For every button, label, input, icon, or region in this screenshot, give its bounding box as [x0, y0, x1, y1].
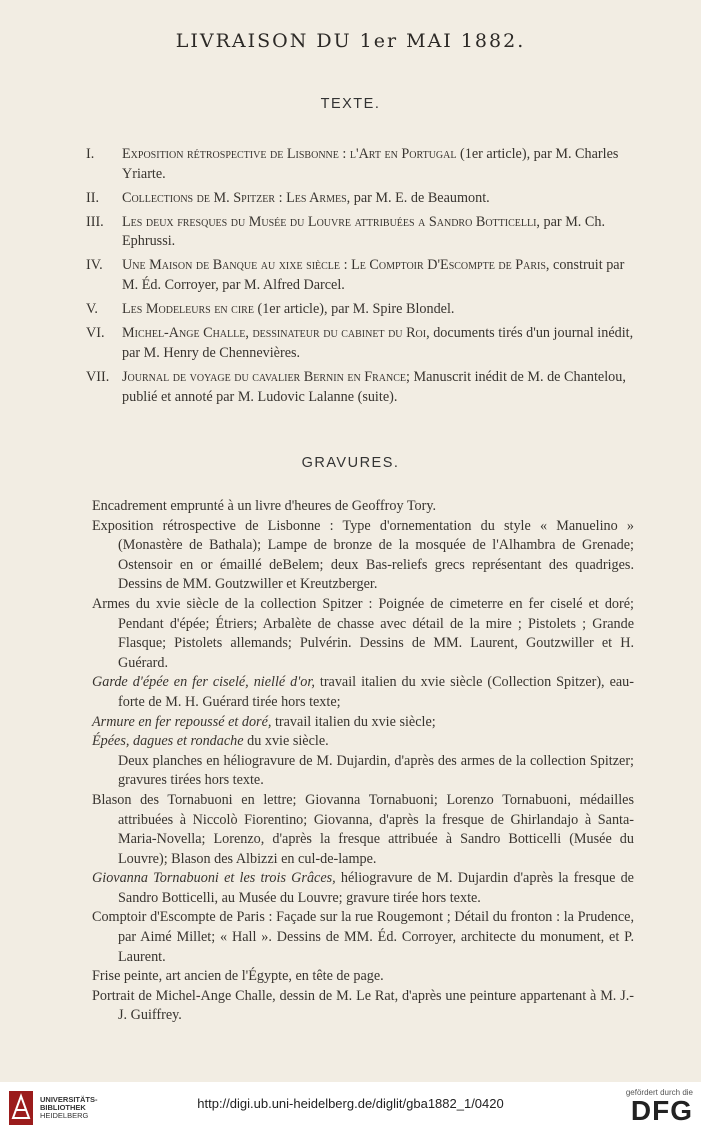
gravure-entry: [92, 517, 634, 595]
gravure-text: travail italien du xvie siècle;: [271, 713, 436, 730]
texte-heading: TEXTE.: [320, 96, 381, 112]
gravure-entry: [92, 595, 634, 673]
toc-item: [86, 324, 634, 363]
toc-item: [86, 300, 634, 320]
gravure-text: Encadrement emprunté à un livre d'heures de Geoffroy Tory.: [92, 498, 437, 514]
dfg-logo[interactable]: [626, 1088, 693, 1125]
toc-item: [86, 145, 634, 184]
gravure-text: Exposition rétrospective de Lisbonne : Type d'ornementation du style « Manuelino » (Monastère de Bathala); Lampe de bronze de la mosquée de l'Alhambra de Grenade; Ostensoir en or émaillé deBelem; deux Bas-reliefs grecs représentant des quadriges. Dessins de MM. Goutzwiller et Kreutzberger.: [92, 517, 634, 593]
gravure-text: Frise peinte, art ancien de l'Égypte, en tête de page.: [92, 968, 384, 985]
gravure-italic-title: Épées, dagues et rondache: [92, 733, 244, 750]
gravures-heading: GRAVURES.: [301, 455, 400, 471]
gravures-list: [92, 497, 634, 1026]
source-url-link[interactable]: http://digi.ub.uni-heidelberg.de/diglit/gba1882_1/0420: [197, 1096, 504, 1111]
toc-article-title: Journal de voyage du cavalier Bernin en France;: [122, 368, 410, 385]
gravure-text: Blason des Tornabuoni en lettre; Giovanna Tornabuoni; Lorenzo Tornabuoni, médailles attribuées à Niccolò Fiorentino; Giovanna, d'après la fresque de Ghirlandajo à Santa-Maria-Novella; Lorenzo, d'après la fresque attribuée à Sandro Botticelli (Musée du Louvre); Blason des Albizzi en cul-de-lampe.: [92, 791, 634, 867]
toc-article-author: par M. Ch. Ephrussi.: [122, 213, 606, 250]
toc-article-author: (1er article), par M. Charles Yriarte.: [122, 146, 619, 182]
toc-article-title: Une Maison de Banque au xixe siècle : Le Comptoir D'Escompte de Paris,: [122, 257, 550, 274]
gravure-entry: [92, 713, 634, 733]
page-title: LIVRAISON DU 1er MAI 1882.: [175, 30, 526, 52]
gravure-italic-title: Garde d'épée en fer ciselé, niellé d'or,: [92, 674, 315, 691]
uni-line-2: BIBLIOTHEK: [40, 1103, 86, 1112]
gravure-text: Comptoir d'Escompte de Paris : Façade sur la rue Rougemont ; Détail du fronton : la Prudence, par Aimé Millet; « Hall ». Dessins de MM. Éd. Corroyer, architecte du monument, et P. Laurent.: [92, 909, 634, 965]
dfg-funded-text: gefördert durch die: [625, 1088, 693, 1097]
gravure-entry: [92, 791, 634, 869]
toc-number: II.: [86, 189, 99, 206]
toc-number: III.: [86, 213, 104, 230]
toc-article-author: (1er article), par M. Spire Blondel.: [253, 301, 455, 318]
gravure-text: Armes du xvie siècle de la collection Spitzer : Poignée de cimeterre en fer ciselé et doré; Pendant d'épée; Étriers; Arbalète de chasse avec détail de la mire ; Pistolets ; Grande Flasque; Pistolets allemands; Pulvérin. Dessins de MM. Laurent, Goutzwiller et H. Guérard.: [92, 595, 634, 671]
gravure-text: travail italien du xvie siècle (Collection Spitzer), eau-forte de M. H. Guérard tirée hors texte;: [118, 674, 634, 710]
gravure-entry: [92, 732, 634, 752]
toc-number: V.: [86, 301, 98, 318]
dfg-logo-text: DFG: [630, 1095, 693, 1126]
toc-article-author: par M. E. de Beaumont.: [350, 189, 490, 206]
toc-item: [86, 256, 634, 295]
gravure-italic-title: Giovanna Tornabuoni et les trois Grâces,: [92, 870, 336, 887]
toc-item: [86, 368, 634, 407]
uni-line-1: UNIVERSITÄTS-: [40, 1095, 98, 1104]
toc-item: [86, 213, 634, 252]
gravure-italic-title: Armure en fer repoussé et doré,: [92, 713, 272, 730]
toc-number: I.: [86, 146, 95, 162]
gravure-entry: [92, 869, 634, 908]
uni-line-3: HEIDELBERG: [40, 1111, 89, 1120]
gravure-entry: [92, 752, 634, 791]
toc-number: VI.: [86, 325, 105, 342]
gravure-text: héliogravure de M. Dujardin d'après la fresque de Sandro Botticelli, au Musée du Louvre; gravure tirée hors texte.: [118, 870, 634, 906]
toc-article-title: Les Modeleurs en cire: [122, 301, 254, 318]
gravure-entry: [92, 673, 634, 712]
gravure-entry: [92, 987, 634, 1026]
toc-article-title: Michel-Ange Challe, dessinateur du cabinet du Roi,: [122, 325, 430, 342]
gravure-entry: [92, 908, 634, 967]
gravure-entry: [92, 497, 634, 517]
toc-item: [86, 189, 634, 209]
toc-number: IV.: [86, 257, 103, 274]
gravure-text: Deux planches en héliogravure de M. Dujardin, d'après des armes de la collection Spitzer; gravures tirées hors texte.: [118, 752, 634, 789]
toc-article-title: Collections de M. Spitzer : Les Armes,: [122, 189, 351, 206]
toc-article-author: documents tirés d'un journal inédit, par M. Henry de Chennevières.: [122, 325, 634, 361]
toc-article-title: Exposition rétrospective de Lisbonne : l'Art en Portugal: [122, 146, 457, 162]
gravure-text: Portrait de Michel-Ange Challe, dessin de M. Le Rat, d'après une peinture appartenant à M. J.-J. Guiffrey.: [92, 987, 634, 1024]
toc-article-title: Les deux fresques du Musée du Louvre attribuées a Sandro Botticelli,: [122, 213, 540, 230]
gravure-text: du xvie siècle.: [243, 733, 329, 750]
toc-article-author: Manuscrit inédit de M. de Chantelou, publié et annoté par M. Ludovic Lalanne (suite).: [122, 368, 626, 405]
toc-article-author: construit par M. Éd. Corroyer, par M. Alfred Darcel.: [122, 257, 625, 294]
gravure-entry: [92, 967, 634, 987]
footer-bar: [0, 1082, 701, 1135]
table-of-contents: [86, 145, 634, 412]
toc-number: VII.: [86, 368, 110, 385]
